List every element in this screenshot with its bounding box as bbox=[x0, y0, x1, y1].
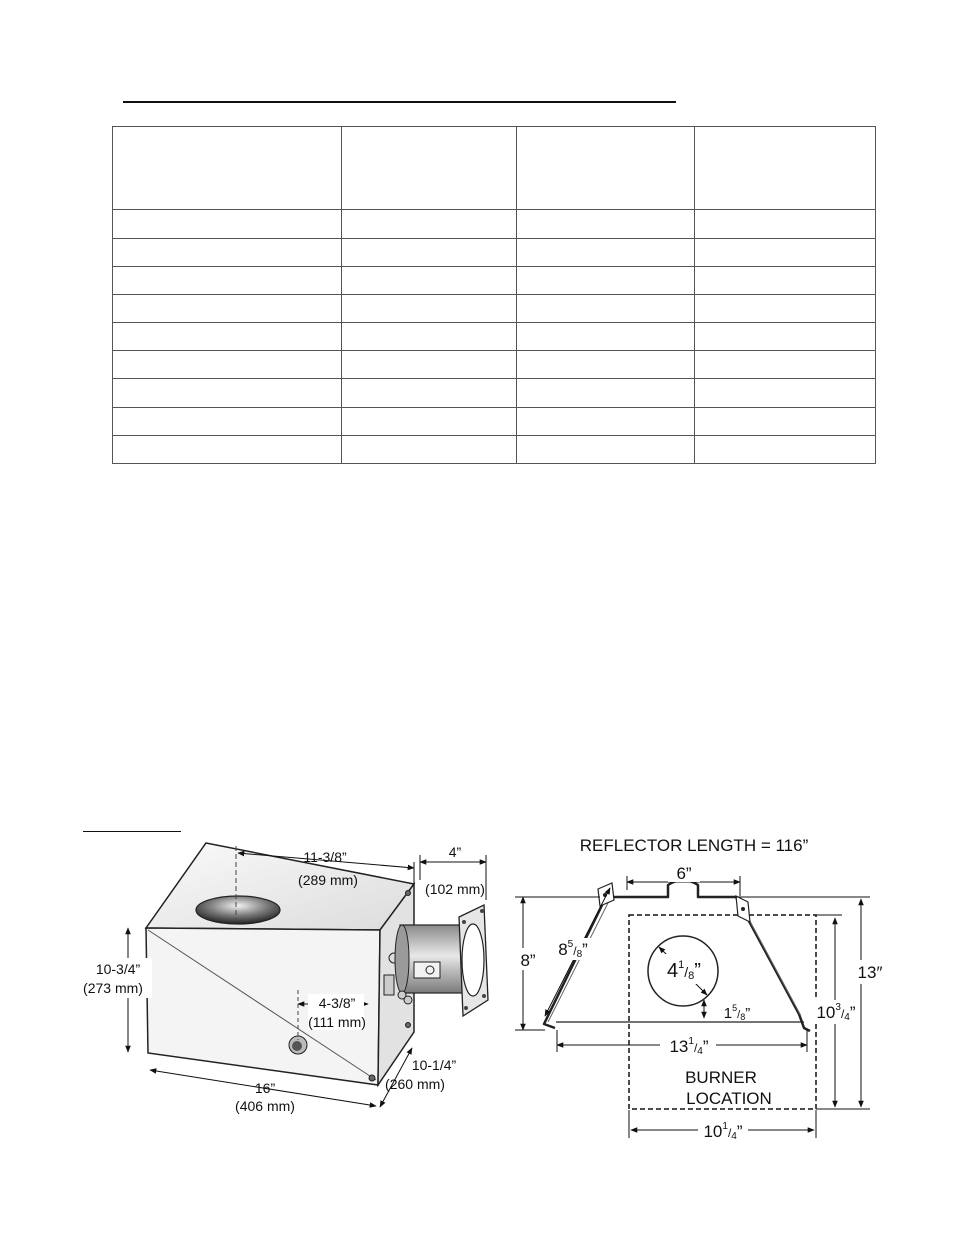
screw bbox=[406, 1023, 411, 1028]
dim-top-width: 6” bbox=[676, 864, 692, 883]
dim-height-mm: (273 mm) bbox=[83, 980, 143, 996]
dim-flange-depth-mm: (102 mm) bbox=[425, 881, 485, 897]
dim-slant: $8^5_/8$” bbox=[558, 939, 588, 960]
flue-hole bbox=[196, 896, 280, 924]
reflector-drawing bbox=[512, 836, 886, 1142]
reflector-length-label: REFLECTOR LENGTH = 116” bbox=[579, 836, 809, 855]
gas-inlet-fitting bbox=[289, 1036, 307, 1054]
dim-hole-offset: $1^5_/8$” bbox=[723, 1003, 751, 1022]
dim-inner-height: $10^3_/4$” bbox=[816, 1002, 856, 1023]
screw bbox=[369, 1075, 375, 1081]
dim-width-mm: (260 mm) bbox=[385, 1076, 445, 1092]
dim-side-height: 8” bbox=[520, 951, 536, 970]
dim-length-mm: (406 mm) bbox=[235, 1098, 295, 1114]
dim-side-offset-mm: (111 mm) bbox=[308, 1014, 366, 1030]
dim-height: 10-3/4” bbox=[95, 961, 141, 977]
dim-burner-width: $10^1_/4$” bbox=[703, 1121, 743, 1142]
dim-width: 10-1/4” bbox=[411, 1057, 457, 1073]
burner-location-label-line1: BURNER bbox=[685, 1068, 757, 1087]
dim-hole-diameter: $4^1_/8$” bbox=[667, 959, 701, 982]
dim-top-offset-mm: (289 mm) bbox=[298, 872, 358, 888]
dim-bottom-width: $13^1_/4$” bbox=[669, 1036, 709, 1057]
side-bracket bbox=[384, 975, 394, 995]
burner-location-label-line2: LOCATION bbox=[686, 1089, 772, 1108]
dim-top-offset: 11-3/8” bbox=[303, 849, 347, 865]
screw bbox=[406, 891, 411, 896]
dim-total-height: 13″ bbox=[857, 963, 883, 982]
dim-flange-depth: 4” bbox=[448, 844, 462, 860]
dim-side-offset: 4-3/8” bbox=[318, 995, 356, 1011]
box-top-face bbox=[146, 843, 414, 930]
burner-box-drawing bbox=[72, 843, 488, 1114]
dim-length: 16” bbox=[254, 1080, 276, 1096]
